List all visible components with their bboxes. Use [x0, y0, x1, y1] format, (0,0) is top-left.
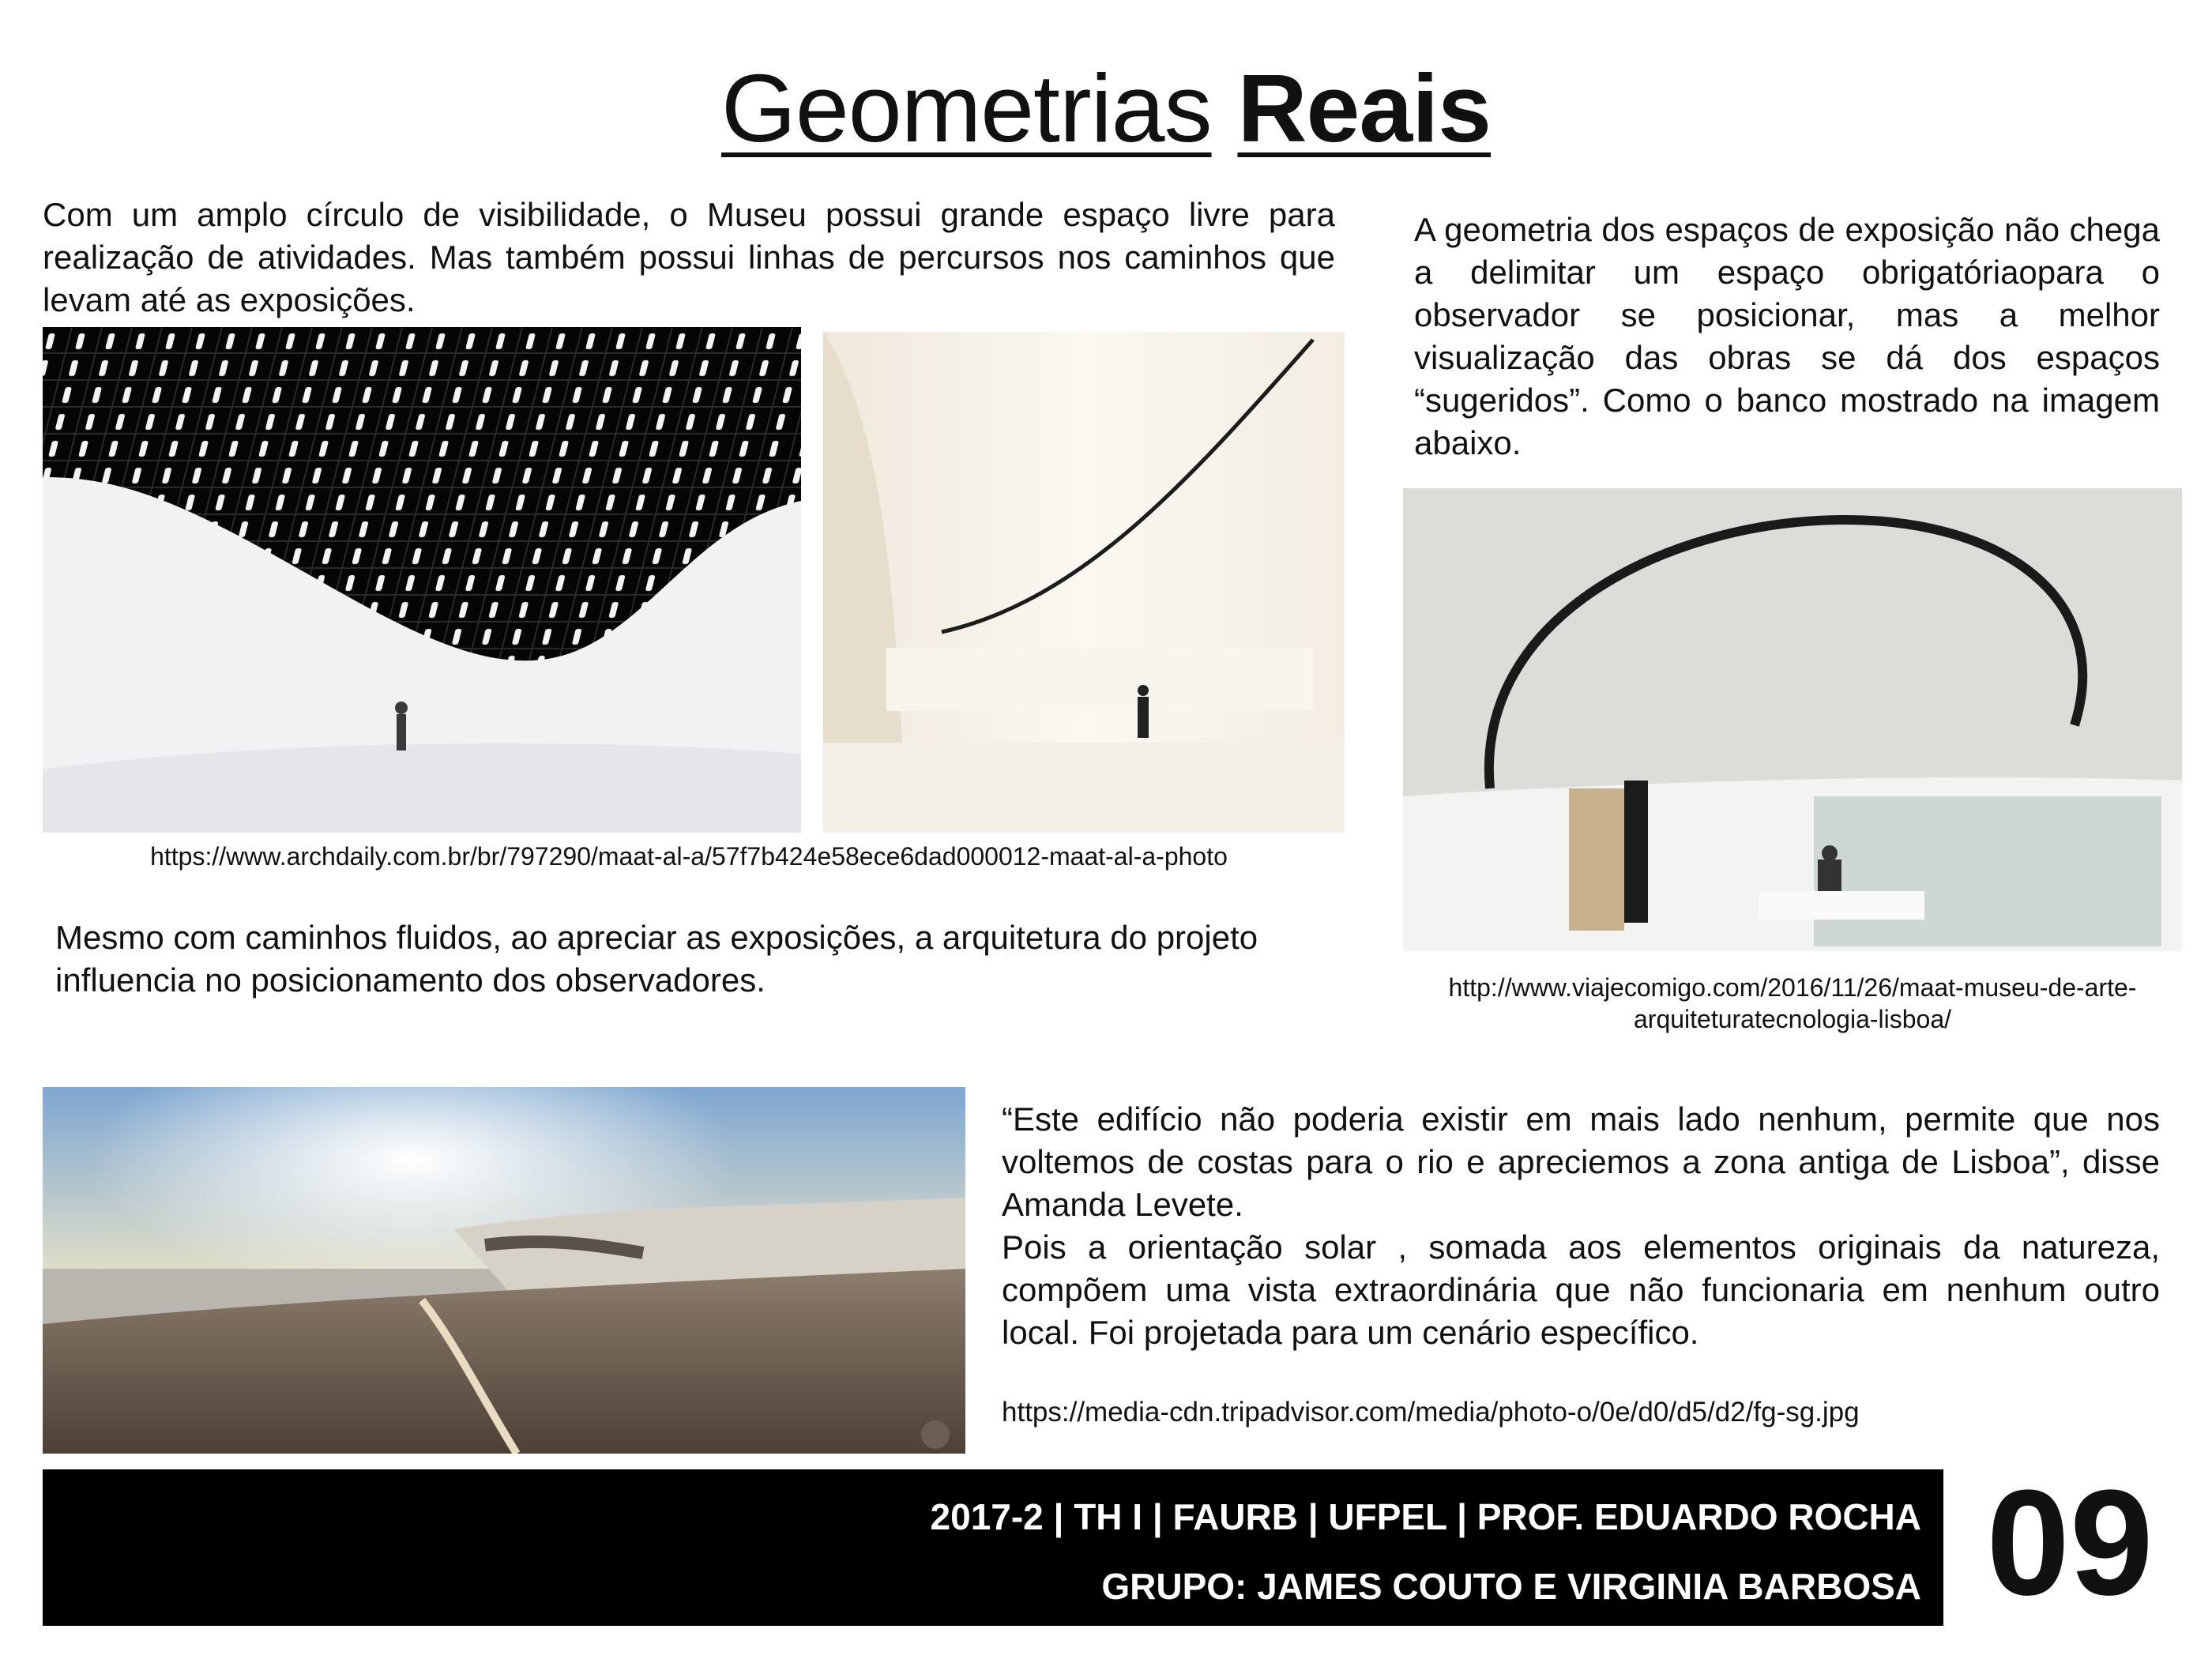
- exhibition-geometry-paragraph: A geometria dos espaços de exposição não chega a delimitar um espaço obrigatóriaopara o observador se posicionar, mas a melhor visualização das obras se dá dos espaços “sugeridos”. Como o banco mostrado na imagem abaixo.: [1414, 211, 2160, 461]
- title-bold: Reais: [1237, 55, 1492, 162]
- footer-course-info: 2017-2 | TH I | FAURB | UFPEL | PROF. EDUARDO ROCHA: [930, 1496, 1921, 1537]
- gallery-ceiling-lights-photo: [43, 327, 801, 833]
- tripadvisor-credit: https://media-cdn.tripadvisor.com/media/photo-o/0e/d0/d5/d2/fg-sg.jpg: [1002, 1397, 1860, 1428]
- bench-exhibition-photo: [1403, 488, 2182, 951]
- solar-orientation-paragraph: Pois a orientação solar , somada aos elementos originais da natureza, compõem uma vista extraordinária que não funcionaria em nenhum outro local. Foi projetada para um cenário específico.: [1002, 1228, 2160, 1351]
- riverside-exterior-photo: [43, 1087, 965, 1454]
- footer-bar: [43, 1469, 1943, 1626]
- title-regular: Geometrias: [720, 55, 1212, 162]
- viajecomigo-credit: http://www.viajecomigo.com/2016/11/26/maat-museu-de-arte-arquiteturatecnologia-lisboa/: [1448, 973, 2137, 1033]
- white-curved-gallery-photo: [823, 332, 1345, 833]
- intro-paragraph: Com um amplo círculo de visibilidade, o Museu possui grande espaço livre para realização de atividades. Mas também possui linhas de percursos nos caminhos que levam até as exposições.: [43, 196, 1335, 318]
- page-title: [0, 49, 2212, 167]
- quote-paragraph: “Este edifício não poderia existir em mais lado nenhum, permite que nos voltemos de costas para o rio e apreciemos a zona antiga de Lisboa”, disse Amanda Levete.: [1002, 1100, 2160, 1223]
- page-number: 09: [1986, 1459, 2154, 1627]
- archdaily-credit: https://www.archdaily.com.br/br/797290/maat-al-a/57f7b424e58ece6dad000012-maat-al-a-photo: [150, 842, 1228, 871]
- footer-group-info: GRUPO: JAMES COUTO E VIRGINIA BARBOSA: [1101, 1566, 1921, 1607]
- observer-positioning-paragraph: Mesmo com caminhos fluidos, ao apreciar as exposições, a arquitetura do projeto influencia no posicionamento dos observadores.: [55, 919, 1258, 999]
